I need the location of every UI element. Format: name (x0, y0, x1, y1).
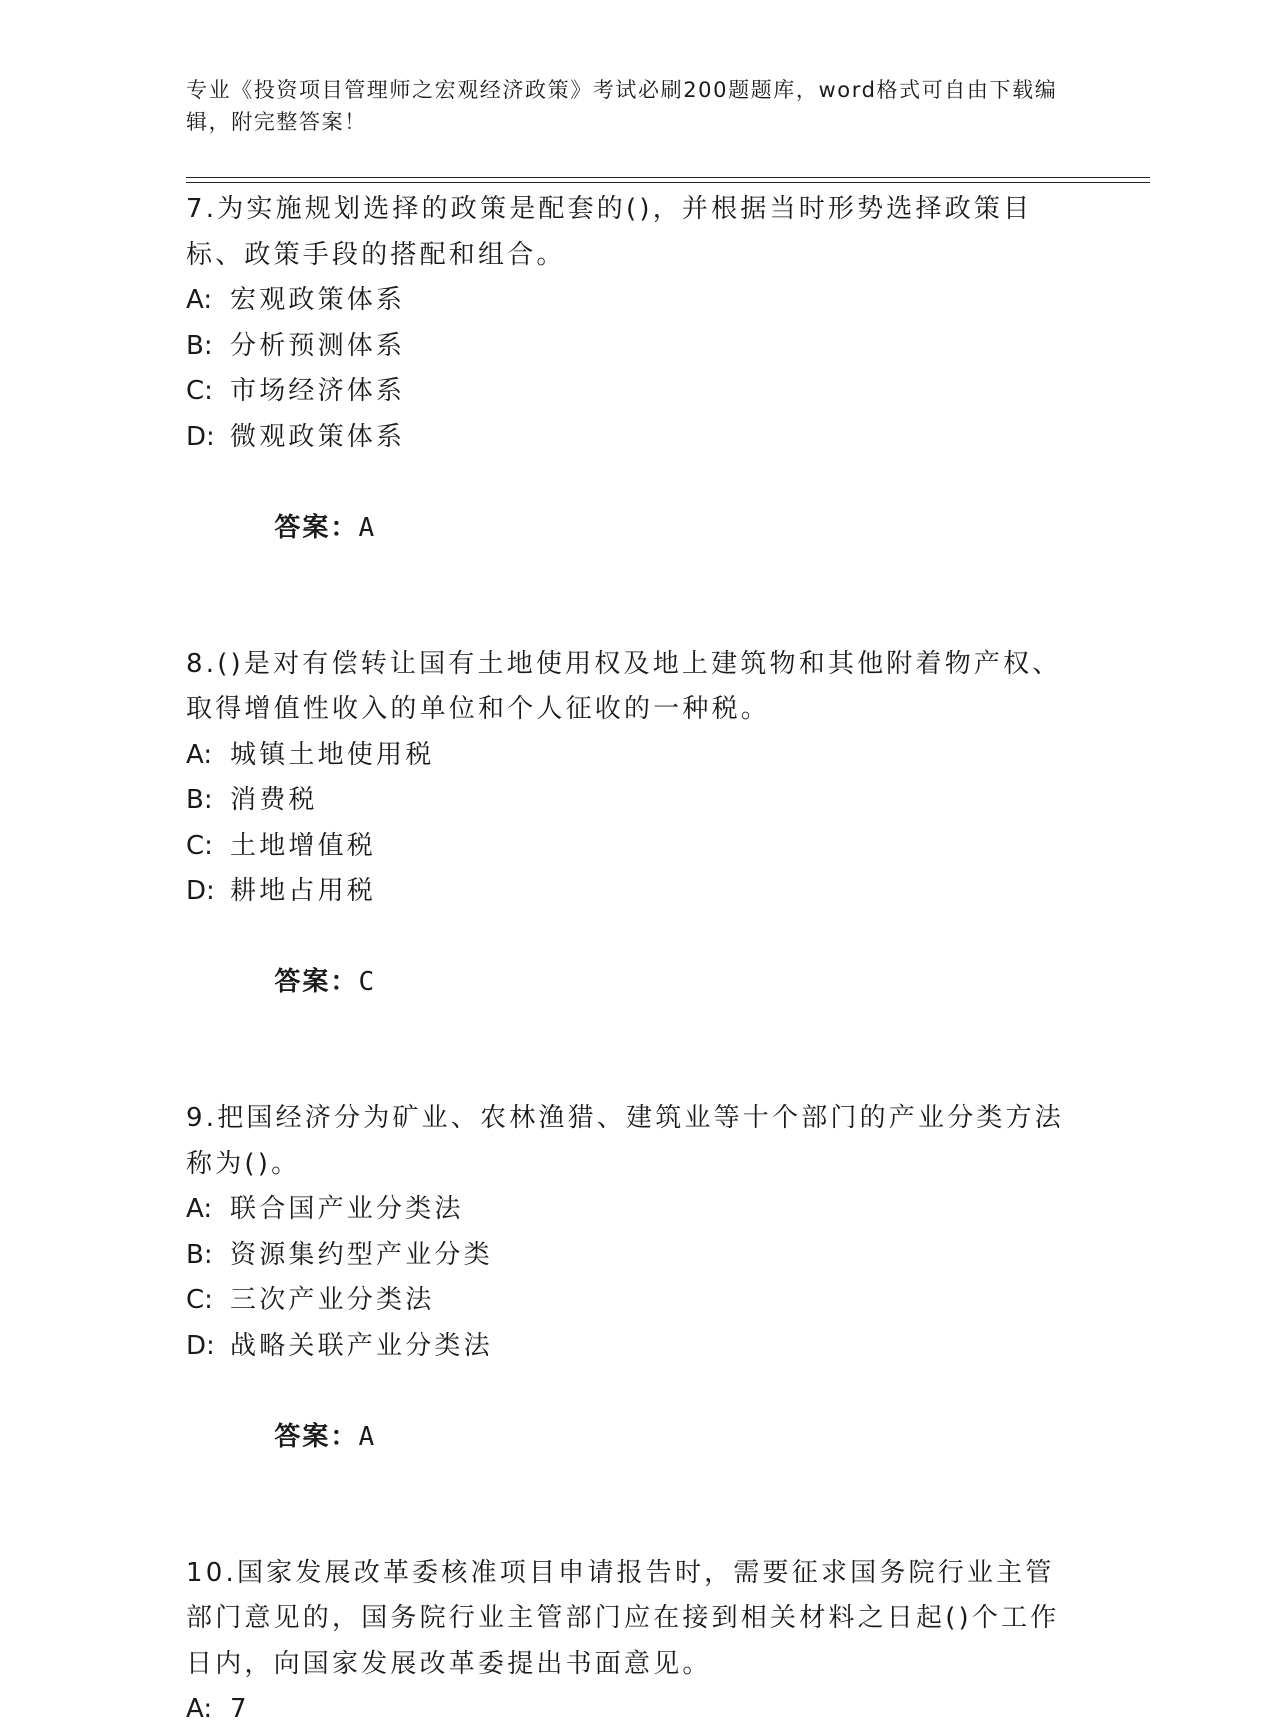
header-rule-top (186, 177, 1150, 178)
option-d (186, 415, 1086, 461)
option-text: 城镇土地使用税 (230, 739, 435, 770)
option-key: B: (186, 1239, 213, 1270)
question-stem: 10.国家发展改革委核准项目申请报告时，需要征求国务院行业主管部门意见的，国务院行业主管部门应在接到相关材料之日起()个工作日内，向国家发展改革委提出书面意见。 (186, 1557, 1060, 1679)
answer-label: 答案： (274, 1421, 359, 1452)
option-a (186, 1687, 1086, 1733)
option-key: B: (186, 785, 213, 815)
option-text: 资源集约型产业分类 (230, 1239, 493, 1270)
option-text: 市场经济体系 (230, 376, 406, 406)
option-text: 耕地占用税 (230, 876, 377, 906)
header-rule-bottom (186, 182, 1150, 183)
option-key: A: (186, 285, 213, 315)
option-a (186, 278, 1086, 324)
option-b (186, 324, 1086, 370)
question-10 (186, 1551, 1086, 1733)
question-stem: 8.()是对有偿转让国有土地使用权及地上建筑物和其他附着物产权、取得增值性收入的单位和个人征收的一种税。 (186, 648, 1062, 724)
option-key: C: (186, 376, 213, 406)
option-c (186, 1278, 1086, 1324)
question-spacer (186, 1051, 1086, 1096)
option-c (186, 824, 1086, 870)
question-spacer (186, 597, 1086, 642)
question-spacer (186, 1506, 1086, 1551)
option-key: C: (186, 830, 213, 861)
question-8 (186, 642, 1086, 1052)
option-key: C: (186, 1285, 213, 1315)
option-text: 宏观政策体系 (230, 285, 406, 315)
option-text: 消费税 (230, 785, 318, 815)
document-header: 专业《投资项目管理师之宏观经济政策》考试必刷200题题库，word格式可自由下载编辑，附完整答案！ (186, 78, 1058, 134)
option-key: A: (186, 1194, 213, 1224)
answer-line (186, 1369, 1086, 1506)
option-text: 土地增值税 (230, 830, 377, 861)
option-c (186, 369, 1086, 415)
option-b (186, 778, 1086, 824)
answer-line (186, 460, 1086, 597)
option-key: B: (186, 330, 213, 361)
option-text: 分析预测体系 (230, 330, 406, 361)
option-key: D: (186, 876, 215, 906)
question-7 (186, 187, 1086, 597)
option-text: 7 (230, 1694, 250, 1724)
option-d (186, 869, 1086, 915)
option-key: D: (186, 421, 215, 452)
option-key: A: (186, 1694, 213, 1724)
option-text: 微观政策体系 (230, 421, 406, 452)
option-a (186, 733, 1086, 779)
answer-label: 答案： (274, 967, 359, 997)
question-stem: 9.把国经济分为矿业、农林渔猎、建筑业等十个部门的产业分类方法称为()。 (186, 1103, 1065, 1179)
option-b (186, 1233, 1086, 1279)
question-9 (186, 1096, 1086, 1506)
answer-value: A (358, 1421, 377, 1452)
option-a (186, 1187, 1086, 1233)
answer-label: 答案： (274, 512, 359, 543)
option-text: 联合国产业分类法 (230, 1194, 464, 1224)
option-text: 战略关联产业分类法 (230, 1330, 493, 1361)
option-key: D: (186, 1330, 215, 1361)
option-d (186, 1324, 1086, 1370)
option-text: 三次产业分类法 (230, 1285, 435, 1315)
question-list (186, 187, 1086, 1733)
option-key: A: (186, 739, 213, 770)
question-stem: 7.为实施规划选择的政策是配套的()，并根据当时形势选择政策目标、政策手段的搭配和组合。 (186, 194, 1033, 270)
answer-value: C (358, 967, 377, 997)
answer-value: A (358, 512, 377, 543)
answer-line (186, 915, 1086, 1052)
